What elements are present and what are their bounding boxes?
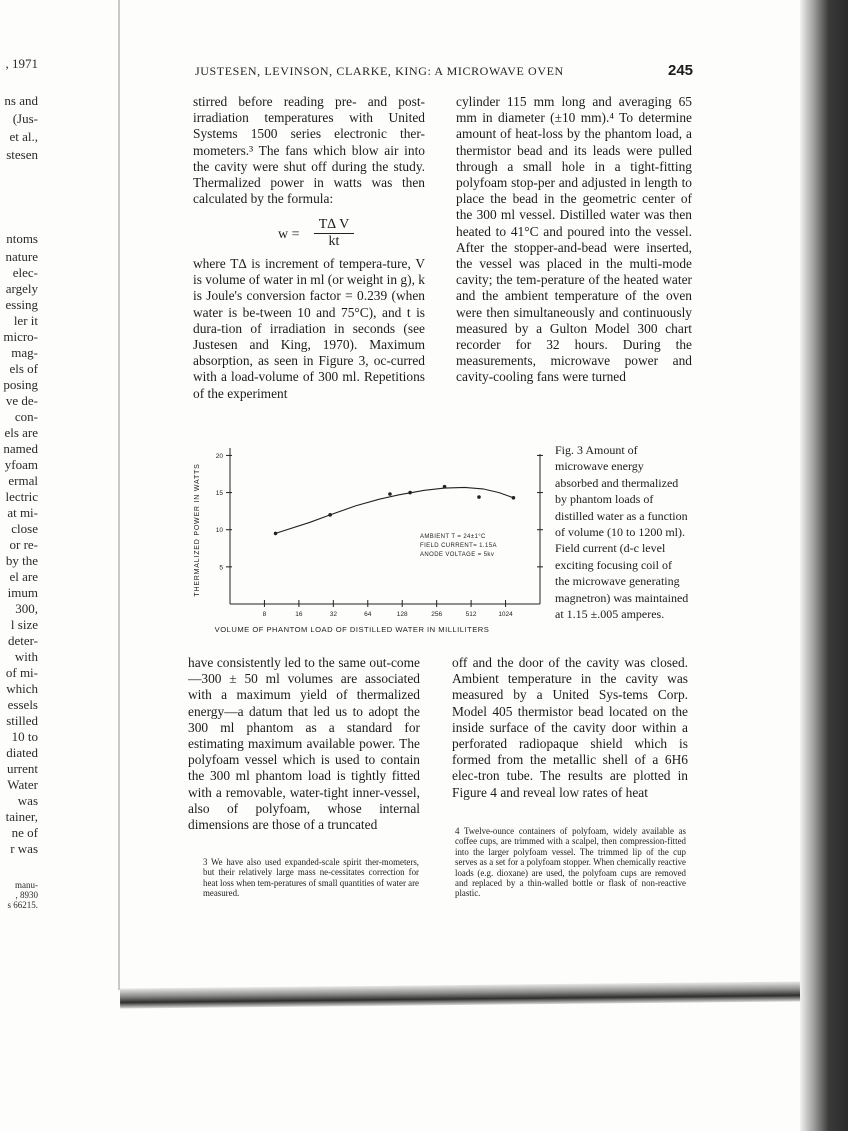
y-axis-label: THERMALIZED POWER IN WATTS — [194, 463, 201, 597]
prev-page-fragment: argely — [5, 281, 38, 296]
data-point — [328, 513, 332, 517]
formula-numerator: T∆ V — [314, 217, 354, 234]
prev-page-fragment: of mi- — [5, 665, 38, 680]
prev-page-fragment: stesen — [6, 147, 38, 162]
prev-page-fragment: urrent — [6, 761, 38, 776]
prev-page-fragment: et al., — [9, 129, 38, 144]
column1-paragraph-mid: where T∆ is increment of tempera-ture, V is volume of water in ml (or weight in g), k is Joule's conversion factor = 0.239 (when water is be-tween 10 and 75°C), and t is dura-tion of irradiation in seconds (see Justesen and King, 1970). Maximum absorption, as seen in Figure 3, oc-curred with a load-volume of 300 ml. Repetitions of the experiment — [193, 256, 425, 401]
data-point — [443, 485, 447, 489]
data-point — [274, 532, 278, 536]
data-point — [388, 492, 392, 496]
prev-page-fragment: , 8930 — [15, 890, 38, 900]
annotation-field-current: FIELD CURRENT= 1.15A — [420, 543, 497, 549]
prev-page-fragment: 10 to — [11, 729, 38, 744]
running-head: JUSTESEN, LEVINSON, CLARKE, KING: A MICROWAVE OVEN — [195, 64, 564, 78]
column2-paragraph-bottom: off and the door of the cavity was closed. Ambient temperature in the cavity was measured by a United Sys-tems Corp. Model 405 thermistor bead located on the inside surface of the cavity door within a perforated radiopaque shield which is formed from the metallic shell of a 6H6 elec-tron tube. The results are plotted in Figure 4 and reveal low rates of heat — [452, 655, 688, 800]
column1-paragraph-top: stirred before reading pre- and post-irradiation temperatures with United Systems 1500 series electronic ther-mometers.³ The fans which blow air into the cavity were shut off during the study. Thermalized power in watts was then calculated by the formula: — [193, 94, 425, 207]
prev-page-fragment: ermal — [8, 473, 38, 488]
column1-paragraph-bottom: have consistently led to the same out-come—300 ± 50 ml volumes are associated with a maximum yield of thermalized energy—a datum that led us to adopt the 300 ml phantom as a standard for estimating maximum available power. The polyfoam vessel which is used to contain the 300 ml phantom load is tightly fitted with a removable, water-tight inner-vessel, also of polyfoam, whose internal dimensions are those of a truncated — [188, 655, 420, 833]
prev-page-fragment: s 66215. — [7, 900, 38, 910]
data-point — [477, 495, 481, 499]
prev-page-fragment: l size — [10, 617, 38, 632]
prev-page-fragment: imum — [7, 585, 38, 600]
annotation-anode-voltage: ANODE VOLTAGE = 5kv — [420, 552, 495, 558]
prev-page-fragment: manu- — [15, 880, 38, 890]
prev-page-fragment: con- — [14, 409, 38, 424]
formula-denominator: kt — [328, 234, 340, 249]
x-tick-label: 1024 — [498, 611, 513, 618]
page-number: 245 — [668, 62, 694, 79]
bottom-edge-shadow — [120, 981, 800, 1008]
footnote-3: 3 We have also used expanded-scale spirit ther-mometers, but their relatively large mass ne-cessitates correction for heat loss when tem-peratures of small quantities of water are measured. — [203, 857, 419, 899]
prev-page-fragment: by the — [5, 553, 38, 568]
prev-page-fragment: or re- — [9, 537, 38, 552]
prev-page-fragment: which — [6, 681, 38, 696]
x-tick-label: 128 — [396, 611, 408, 618]
x-tick-label: 16 — [295, 611, 303, 618]
prev-page-fragment: ntoms — [6, 231, 38, 246]
page-edge-shadow — [800, 0, 848, 1131]
y-tick-label: 5 — [219, 564, 223, 572]
annotation-ambient-temperature: AMBIENT T = 24±1°C — [420, 534, 486, 540]
y-tick-label: 15 — [215, 490, 223, 498]
prev-page-fragment: 300, — [15, 601, 38, 616]
prev-page-fragment: micro- — [3, 329, 38, 344]
prev-page-fragment: named — [3, 441, 38, 456]
prev-page-fragment: ne of — [11, 825, 38, 840]
prev-page-fragment: with — [14, 649, 38, 664]
x-tick-label: 512 — [465, 611, 477, 618]
prev-page-fragment: elec- — [12, 265, 38, 280]
prev-page-fragment: stilled — [6, 713, 38, 728]
prev-page-fragment: posing — [3, 377, 38, 392]
y-tick-label: 20 — [215, 452, 223, 460]
book-gutter — [118, 0, 120, 990]
data-point — [408, 491, 412, 495]
footnote-4: 4 Twelve-ounce containers of polyfoam, widely available as coffee cups, are trimmed with a scalpel, then compression-fitted into the larger polyfoam vessel. The trimmed lip of the cup serves as a set for a polyfoam stopper. When chemically reactive loads (e.g. dioxane) are used, the polyfoam cups are removed and replaced by a thin-walled bottle or flask of non-reactive plastic. — [455, 826, 686, 899]
prev-page-fragment: (Jus- — [12, 111, 38, 126]
x-tick-label: 256 — [431, 611, 443, 618]
prev-page-fragment: Water — [7, 777, 38, 792]
previous-page-fragment — [0, 0, 44, 980]
prev-page-fragment: , 1971 — [5, 56, 38, 71]
prev-page-fragment: nature — [5, 249, 38, 264]
data-point — [512, 496, 516, 500]
formula-lhs: w = — [278, 227, 300, 242]
figure3-caption: Fig. 3 Amount of microwave energy absorbed and thermalized by phantom loads of distilled water as a function of volume (10 to 1200 ml). Field current (d-c level exciting focusing coil of the microwave generating magnetron) was maintained at 1.15 ±.005 amperes. — [555, 443, 689, 622]
x-axis-label: VOLUME OF PHANTOM LOAD OF DISTILLED WATER IN MILLILITERS — [214, 625, 490, 634]
prev-page-fragment: lectric — [5, 489, 38, 504]
prev-page-fragment: diated — [6, 745, 38, 760]
prev-page-fragment: mag- — [11, 345, 38, 360]
figure3-chart — [188, 438, 544, 638]
prev-page-fragment: at mi- — [7, 505, 38, 520]
prev-page-fragment: essing — [5, 297, 38, 312]
prev-page-fragment: close — [11, 521, 38, 536]
prev-page-fragment: els of — [9, 361, 38, 376]
x-tick-label: 8 — [262, 611, 267, 618]
prev-page-fragment: ns and — [4, 93, 38, 108]
x-tick-label: 64 — [364, 611, 372, 618]
prev-page-fragment: ve de- — [5, 393, 38, 408]
formula — [278, 217, 368, 251]
fitted-curve — [276, 487, 514, 533]
prev-page-fragment: was — [17, 793, 38, 808]
prev-page-fragment: tainer, — [5, 809, 38, 824]
prev-page-fragment: els are — [4, 425, 38, 440]
column2-paragraph-top: cylinder 115 mm long and averaging 65 mm in diameter (±10 mm).⁴ To determine amount of heat-loss by the phantom load, a thermistor bead and its leads were pulled through a small hole in a tight-fitting polyfoam stop-per and adjusted in length to place the bead in the geometric center of the 300 ml vessel. Distilled water was then heated to 41°C and poured into the vessel. After the stopper-and-bead were inserted, the vessel was placed in the multi-mode cavity; the tem-perature of the heated water and the ambient temperature of the oven were then simultaneously and continuously measured by a Gulton Model 300 chart recorder for 32 hours. During the measurements, microwave power and cavity-cooling fans were turned — [456, 94, 692, 385]
x-tick-label: 32 — [329, 611, 337, 618]
prev-page-fragment: ler it — [13, 313, 38, 328]
prev-page-fragment: yfoam — [4, 457, 38, 472]
y-tick-label: 10 — [215, 527, 223, 535]
prev-page-fragment: r was — [10, 841, 38, 856]
prev-page-fragment: essels — [7, 697, 38, 712]
prev-page-fragment: deter- — [7, 633, 38, 648]
prev-page-fragment: el are — [9, 569, 38, 584]
